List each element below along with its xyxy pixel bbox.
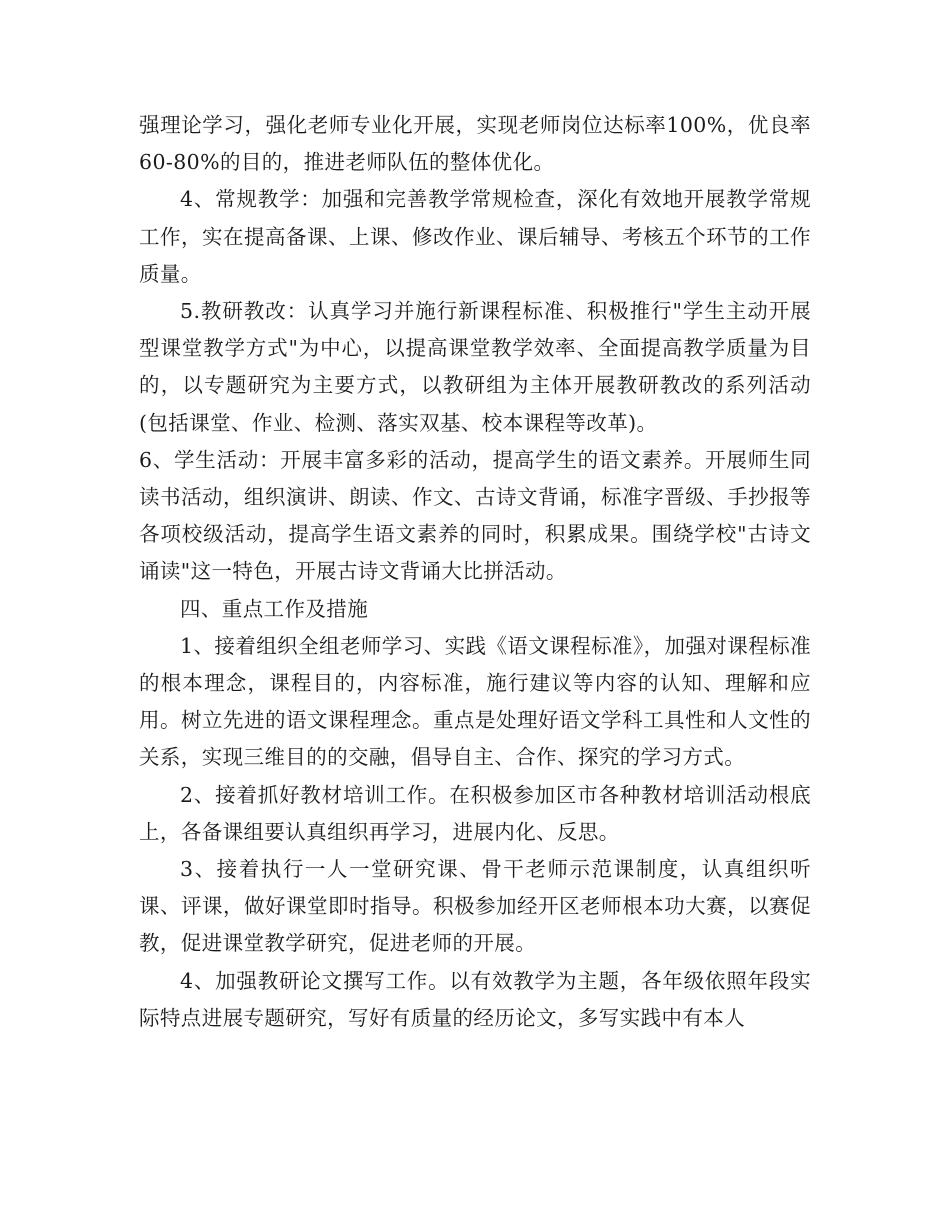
paragraph-teacher-team: 强理论学习，强化老师专业化开展，实现老师岗位达标率100%，优良率60-80%的目的，推进老师队伍的整体优化。 (139, 113, 811, 175)
document-body (139, 107, 811, 1037)
paragraph-student-activities: 6、学生活动：开展丰富多彩的活动，提高学生的语文素养。开展师生同读书活动，组织演讲、朗读、作文、古诗文背诵，标准字晋级、手抄报等各项校级活动，提高学生语文素养的同时，积累成果。围绕学校"古诗文诵读"这一特色，开展古诗文背诵大比拼活动。 (139, 447, 811, 584)
paragraph-research-lessons: 3、接着执行一人一堂研究课、骨干老师示范课制度，认真组织听课、评课，做好课堂即时指导。积极参加经开区老师根本功大赛，以赛促教，促进课堂教学研究，促进老师的开展。 (139, 857, 811, 956)
section-heading-key-work: 四、重点工作及措施 (180, 596, 369, 621)
paragraph-routine-teaching: 4、常规教学：加强和完善教学常规检查，深化有效地开展教学常规工作，实在提高备课、上课、修改作业、课后辅导、考核五个环节的工作质量。 (139, 187, 811, 286)
paragraph-textbook-training: 2、接着抓好教材培训工作。在积极参加区市各种教材培训活动根底上，各备课组要认真组织再学习，进展内化、反思。 (139, 782, 811, 844)
paragraph-curriculum-standards: 1、接着组织全组老师学习、实践《语文课程标准》，加强对课程标准的根本理念，课程目的，内容标准，施行建议等内容的认知、理解和应用。树立先进的语文课程理念。重点是处理好语文学科工具性和人文性的关系，实现三维目的的交融，倡导自主、合作、探究的学习方式。 (139, 633, 811, 770)
paragraph-teaching-research: 5.教研教改：认真学习并施行新课程标准、积极推行"学生主动开展型课堂教学方式"为中心，以提高课堂教学效率、全面提高教学质量为目的，以专题研究为主要方式，以教研组为主体开展教研教改的系列活动(包括课堂、作业、检测、落实双基、校本课程等改革)。 (139, 299, 811, 435)
paragraph-research-papers: 4、加强教研论文撰写工作。以有效教学为主题，各年级依照年段实际特点进展专题研究，写好有质量的经历论文，多写实践中有本人 (139, 968, 811, 1030)
